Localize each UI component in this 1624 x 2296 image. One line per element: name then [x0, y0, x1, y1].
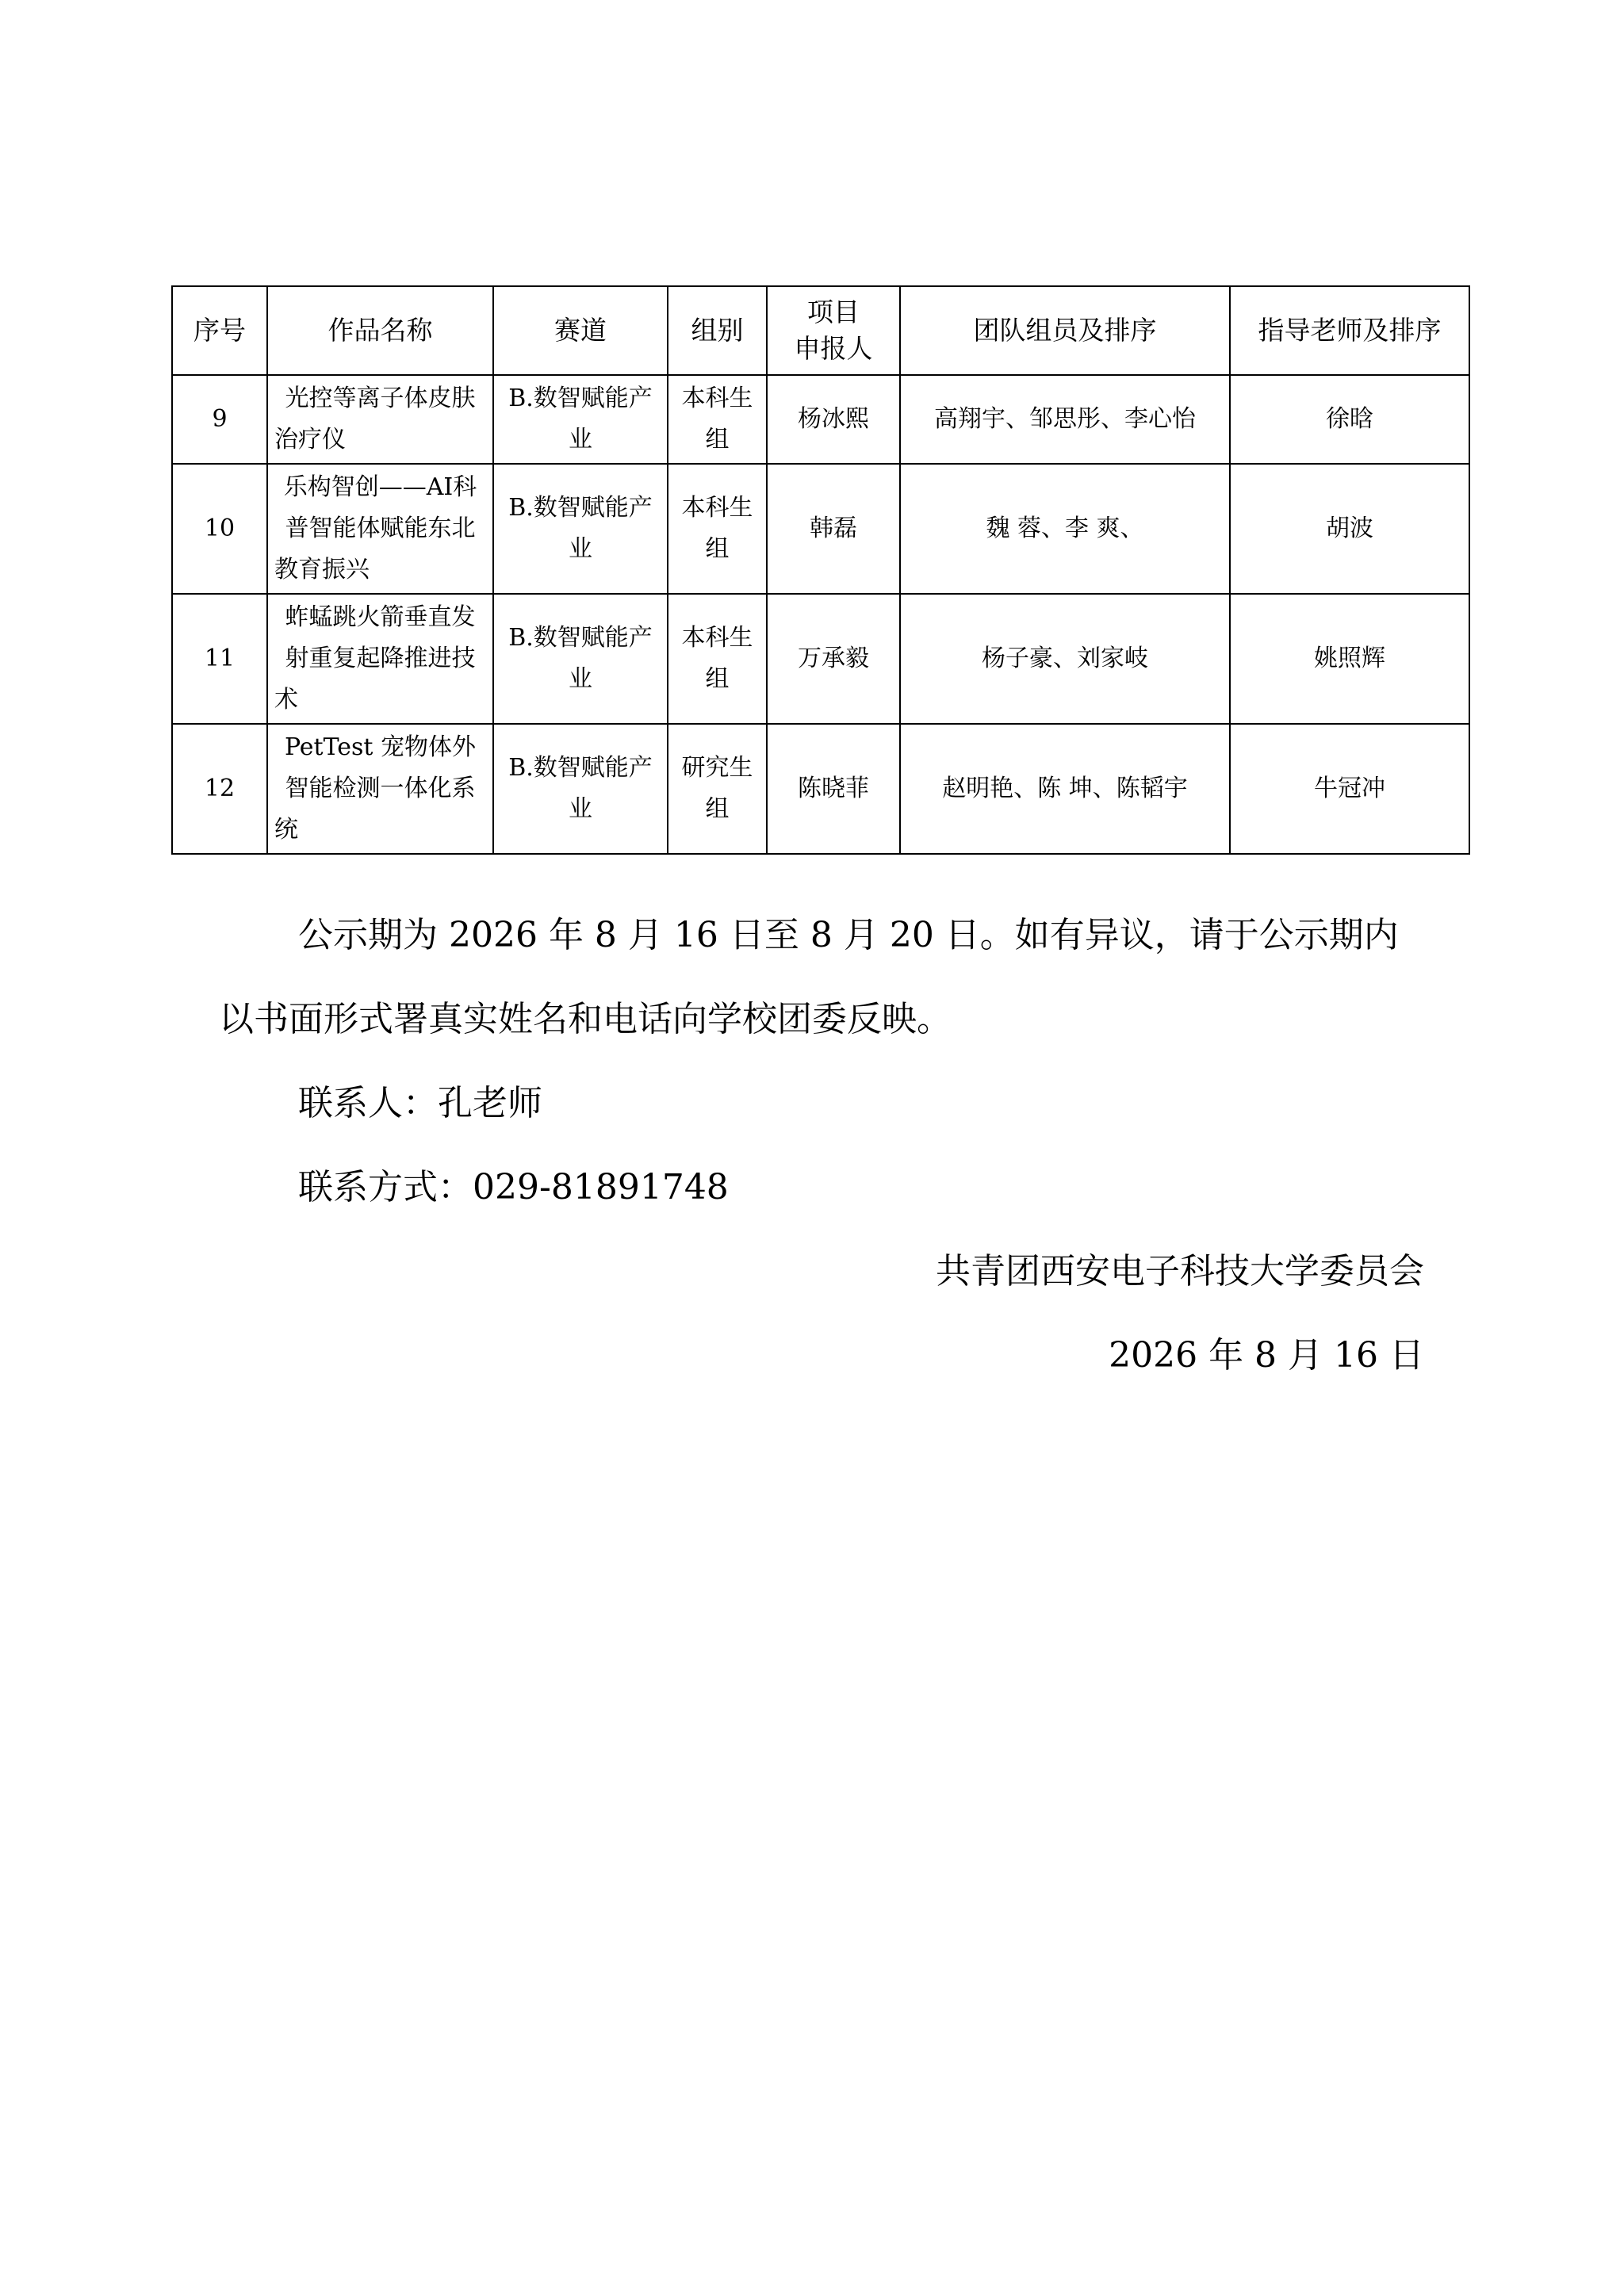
- cell-applicant: 杨冰熙: [767, 375, 900, 464]
- cell-name: 乐构智创——AI科普智能体赋能东北教育振兴: [267, 464, 493, 594]
- issue-date: 2026 年 8 月 16 日: [1109, 1335, 1424, 1376]
- cell-applicant: 万承毅: [767, 594, 900, 724]
- cell-no: 9: [172, 375, 267, 464]
- cell-members: 魏 蓉、李 爽、: [900, 464, 1230, 594]
- header-applicant: [767, 286, 900, 375]
- header-applicant-line1: 项目: [807, 297, 860, 327]
- cell-group: 研究生组: [668, 724, 767, 854]
- cell-group: 本科生组: [668, 464, 767, 594]
- cell-advisor: 牛冠冲: [1230, 724, 1469, 854]
- header-members: 团队组员及排序: [900, 286, 1230, 375]
- cell-track: B.数智赋能产业: [493, 594, 668, 724]
- cell-track: B.数智赋能产业: [493, 375, 668, 464]
- cell-name: 蚱蜢跳火箭垂直发射重复起降推进技术: [267, 594, 493, 724]
- table-row: [172, 594, 1469, 724]
- header-advisor: 指导老师及排序: [1230, 286, 1469, 375]
- cell-group: 本科生组: [668, 594, 767, 724]
- cell-track: B.数智赋能产业: [493, 464, 668, 594]
- cell-track: B.数智赋能产业: [493, 724, 668, 854]
- cell-applicant: 韩磊: [767, 464, 900, 594]
- cell-advisor: 姚照辉: [1230, 594, 1469, 724]
- cell-advisor: 徐晗: [1230, 375, 1469, 464]
- header-track: 赛道: [493, 286, 668, 375]
- cell-no: 11: [172, 594, 267, 724]
- award-table: [171, 285, 1470, 855]
- cell-no: 10: [172, 464, 267, 594]
- cell-members: 赵明艳、陈 坤、陈韬宇: [900, 724, 1230, 854]
- notice-line-2: 以书面形式署真实姓名和电话向学校团委反映。: [219, 999, 952, 1039]
- issuer-signature: 共青团西安电子科技大学委员会: [936, 1251, 1424, 1292]
- cell-applicant: 陈晓菲: [767, 724, 900, 854]
- cell-group: 本科生组: [668, 375, 767, 464]
- table-row: [172, 724, 1469, 854]
- cell-no: 12: [172, 724, 267, 854]
- cell-name: 光控等离子体皮肤治疗仪: [267, 375, 493, 464]
- contact-person: 联系人：孔老师: [298, 1083, 542, 1123]
- cell-members: 高翔宇、邹思彤、李心怡: [900, 375, 1230, 464]
- header-name: 作品名称: [267, 286, 493, 375]
- header-group: 组别: [668, 286, 767, 375]
- contact-method: 联系方式：029-81891748: [298, 1167, 729, 1207]
- table-row: [172, 464, 1469, 594]
- table-header-row: [172, 286, 1469, 375]
- cell-advisor: 胡波: [1230, 464, 1469, 594]
- cell-name: PetTest 宠物体外智能检测一体化系统: [267, 724, 493, 854]
- notice-line-1: 公示期为 2026 年 8 月 16 日至 8 月 20 日。如有异议，请于公示期内: [298, 915, 1399, 955]
- cell-members: 杨子豪、刘家岐: [900, 594, 1230, 724]
- header-no: 序号: [172, 286, 267, 375]
- table-row: [172, 375, 1469, 464]
- header-applicant-line2: 申报人: [794, 333, 873, 364]
